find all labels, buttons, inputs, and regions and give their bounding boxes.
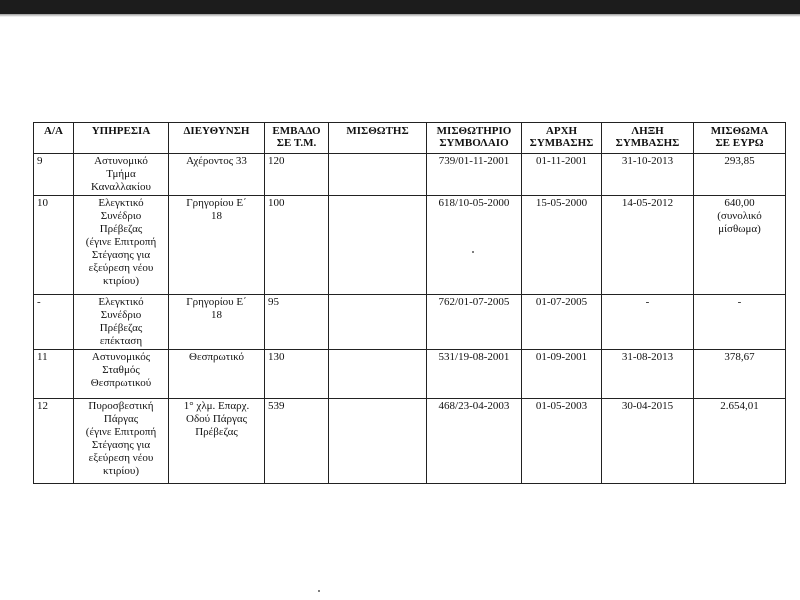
cell-rent-line: 378,67 [724,351,755,363]
cell-service-line: (έγινε Επιτροπή [85,236,157,248]
header-service: ΥΠΗΡΕΣΙΑ [74,123,169,154]
cell-start: 15-05-2000 [522,196,602,295]
cell-end: 31-08-2013 [602,350,694,399]
cell-service-line: Συνέδριο [100,210,142,222]
cell-area: 120 [265,154,329,196]
table-header-row [34,123,786,154]
header-start: ΑΡΧΗ ΣΥΜΒΑΣΗΣ [522,123,602,154]
cell-address-line: Γρηγορίου Ε΄ [186,197,247,209]
cell-contract: 762/01-07-2005 [427,295,522,350]
cell-service-line: εξεύρεση νέου [88,262,154,274]
cell-rent-line: (συνολικό [717,210,762,222]
cell-landlord [329,295,427,350]
table-row [34,350,786,399]
cell-service [74,154,169,196]
cell-end: 14-05-2012 [602,196,694,295]
cell-contract: 739/01-11-2001 [427,154,522,196]
cell-service-line: Καναλλακίου [91,181,151,193]
cell-contract: 468/23-04-2003 [427,399,522,484]
cell-rent-line: 2.654,01 [720,400,759,412]
cell-service-line: Πυροσβεστική [88,400,154,412]
cell-landlord [329,399,427,484]
cell-start: 01-11-2001 [522,154,602,196]
header-address: ΔΙΕΥΘΥΝΣΗ [169,123,265,154]
header-area: ΕΜΒΑΔΟ ΣΕ Τ.Μ. [265,123,329,154]
cell-contract: 618/10-05-2000 [427,196,522,295]
cell-service-line: Αστυνομικό [94,155,148,167]
cell-address-line: Θεσπρωτικό [189,351,244,363]
cell-address [169,196,265,295]
header-landlord: ΜΙΣΘΩΤΗΣ [329,123,427,154]
cell-service-line: Συνέδριο [100,309,142,321]
scan-speck [318,590,320,592]
header-aa: Α/Α [34,123,74,154]
cell-landlord [329,350,427,399]
cell-address-line: Οδού Πάργας [186,413,247,425]
rental-contracts-table [33,122,786,484]
header-contract: ΜΙΣΘΩΤΗΡΙΟ ΣΥΜΒΟΛΑΙΟ [427,123,522,154]
table-row [34,295,786,350]
header-end: ΛΗΞΗ ΣΥΜΒΑΣΗΣ [602,123,694,154]
table-row [34,399,786,484]
cell-service-line: εξεύρεση νέου [88,452,154,464]
cell-address-line: 18 [211,210,222,222]
cell-end: - [602,295,694,350]
cell-rent [694,350,786,399]
cell-service-line: Ελεγκτικό [98,197,144,209]
cell-rent [694,154,786,196]
cell-service-line: Πρέβεζας [99,322,143,334]
cell-address-line: Αχέροντος 33 [186,155,247,167]
cell-service-line: Ελεγκτικό [98,296,144,308]
cell-address-line: 18 [211,309,222,321]
cell-end: 30-04-2015 [602,399,694,484]
cell-service-line: επέκταση [99,335,143,347]
cell-aa: - [34,295,74,350]
cell-service-line: (έγινε Επιτροπή [85,426,157,438]
cell-address-line: Γρηγορίου Ε΄ [186,296,247,308]
table-row [34,196,786,295]
cell-rent-line: μίσθωμα) [718,223,761,235]
cell-service-line: Πάργας [103,413,139,425]
table-row [34,154,786,196]
cell-rent-line: 640,00 [724,197,755,209]
cell-area: 130 [265,350,329,399]
cell-service-line: κτιρίου) [103,275,139,287]
scan-top-shadow [0,14,800,17]
cell-service [74,295,169,350]
header-rent: ΜΙΣΘΩΜΑ ΣΕ ΕΥΡΩ [694,123,786,154]
table-body [34,154,786,484]
cell-address [169,350,265,399]
cell-rent [694,196,786,295]
cell-address [169,154,265,196]
cell-area: 100 [265,196,329,295]
cell-end: 31-10-2013 [602,154,694,196]
cell-area: 539 [265,399,329,484]
cell-rent [694,295,786,350]
cell-start: 01-05-2003 [522,399,602,484]
cell-aa: 9 [34,154,74,196]
scan-top-border [0,0,800,14]
cell-address-line: Πρέβεζας [195,426,238,438]
cell-rent [694,399,786,484]
cell-service-line: Τμήμα [106,168,136,180]
cell-service-line: κτιρίου) [103,465,139,477]
cell-address-line: 1° χλμ. Επαρχ. [183,400,250,412]
cell-rent-line: 293,85 [724,155,755,167]
cell-landlord [329,154,427,196]
cell-address [169,399,265,484]
cell-address [169,295,265,350]
cell-aa: 11 [34,350,74,399]
cell-service [74,196,169,295]
cell-aa: 10 [34,196,74,295]
cell-service [74,399,169,484]
cell-service-line: Στέγασης για [91,439,151,451]
cell-rent-line: - [737,296,742,308]
cell-service [74,350,169,399]
cell-service-line: Σταθμός [102,364,140,376]
cell-service-line: Στέγασης για [91,249,151,261]
cell-start: 01-07-2005 [522,295,602,350]
cell-area: 95 [265,295,329,350]
cell-landlord [329,196,427,295]
cell-service-line: Αστυνομικός [91,351,151,363]
cell-contract: 531/19-08-2001 [427,350,522,399]
cell-aa: 12 [34,399,74,484]
cell-start: 01-09-2001 [522,350,602,399]
cell-service-line: Θεσπρωτικού [90,377,152,389]
cell-service-line: Πρέβεζας [99,223,143,235]
